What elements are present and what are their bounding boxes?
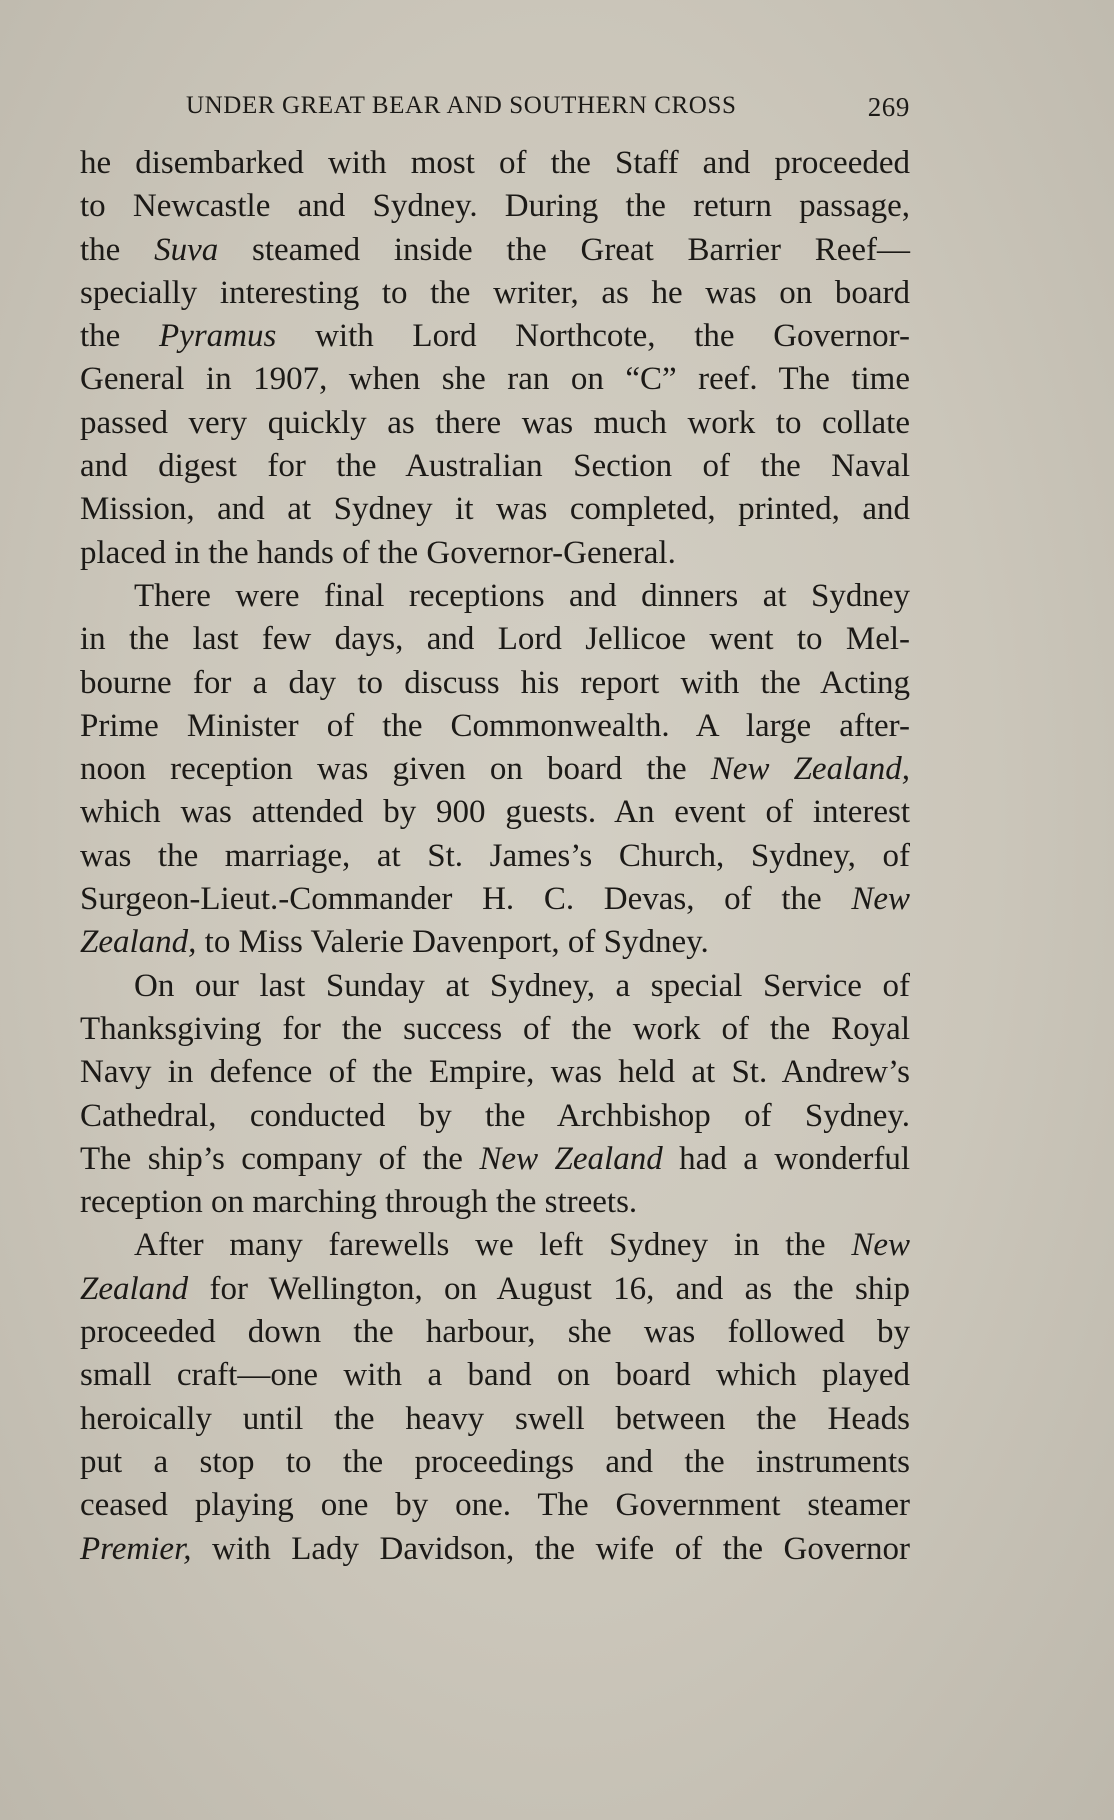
text-line xyxy=(80,705,910,748)
text-segment: to Newcastle and Sydney. During the return passage, xyxy=(80,188,910,225)
italic-text: New xyxy=(851,881,910,918)
text-line xyxy=(80,1484,910,1527)
page-number: 269 xyxy=(867,92,910,122)
text-line xyxy=(80,618,910,661)
text-line xyxy=(80,921,910,964)
text-line xyxy=(80,1138,910,1181)
italic-text: New Zealand, xyxy=(710,751,910,788)
text-segment: Prime Minister of the Commonwealth. A large after- xyxy=(80,707,910,744)
italic-text: Premier, xyxy=(80,1530,192,1567)
text-segment: and digest for the Australian Section of the Naval xyxy=(80,448,910,485)
italic-text: Pyramus xyxy=(159,318,277,355)
text-line xyxy=(80,662,910,705)
text-segment: heroically until the heavy swell between the Heads xyxy=(80,1400,910,1437)
text-segment: for Wellington, on August 16, and as the ship xyxy=(188,1270,910,1307)
text-line xyxy=(80,1268,910,1311)
italic-text: New Zealand xyxy=(479,1140,663,1177)
text-segment: noon reception was given on board the xyxy=(80,751,711,788)
text-line xyxy=(80,575,910,618)
text-segment: with Lord Northcote, the Governor- xyxy=(276,318,910,355)
text-segment: ceased playing one by one. The Government steamer xyxy=(80,1487,910,1524)
text-segment: put a stop to the proceedings and the instruments xyxy=(80,1443,910,1480)
text-line xyxy=(80,1224,910,1267)
text-segment: specially interesting to the writer, as he was on board xyxy=(80,274,910,311)
text-segment: General in 1907, when she ran on “C” reef. The time xyxy=(80,361,910,398)
text-line xyxy=(80,1311,910,1354)
text-segment: The ship’s company of the xyxy=(80,1140,480,1177)
text-segment: Surgeon-Lieut.-Commander H. C. Devas, of the xyxy=(80,881,852,918)
italic-text: New xyxy=(851,1227,910,1264)
text-segment: Mission, and at Sydney it was completed, printed, and xyxy=(80,491,910,528)
text-segment: to Miss Valerie Davenport, of Sydney. xyxy=(196,924,709,961)
text-line xyxy=(80,229,910,272)
text-segment: he disembarked with most of the Staff and proceeded xyxy=(80,145,910,181)
text-segment: Cathedral, conducted by the Archbishop of Sydney. xyxy=(80,1097,910,1134)
text-segment: On our last Sunday at Sydney, a special Service of xyxy=(134,967,910,1004)
text-line xyxy=(80,1528,910,1571)
text-line xyxy=(80,1398,910,1441)
text-segment: bourne for a day to discuss his report with the Acting xyxy=(80,664,910,701)
text-line xyxy=(80,791,910,834)
text-segment: Navy in defence of the Empire, was held at St. Andrew’s xyxy=(80,1054,910,1091)
running-head xyxy=(80,92,910,124)
text-segment: steamed inside the Great Barrier Reef— xyxy=(218,231,911,268)
text-segment: passed very quickly as there was much work to collate xyxy=(80,404,910,441)
text-line xyxy=(80,1051,910,1094)
text-segment: the xyxy=(80,318,160,355)
running-head-title: UNDER GREAT BEAR AND SOUTHERN CROSS xyxy=(186,92,737,119)
italic-text: Zealand xyxy=(80,1270,189,1307)
text-segment: the xyxy=(80,231,155,268)
text-line xyxy=(80,1354,910,1397)
text-segment: had a wonderful xyxy=(662,1140,911,1177)
text-line xyxy=(80,965,910,1008)
text-segment: with Lady Davidson, the wife of the Governor xyxy=(191,1530,910,1567)
text-line xyxy=(80,445,910,488)
text-segment: reception on marching through the streets. xyxy=(80,1184,638,1221)
text-line xyxy=(80,1008,910,1051)
text-line xyxy=(80,532,910,575)
text-line xyxy=(80,748,910,791)
text-segment: proceeded down the harbour, she was followed by xyxy=(80,1314,910,1351)
text-line xyxy=(80,272,910,315)
text-line xyxy=(80,1441,910,1484)
text-segment: in the last few days, and Lord Jellicoe went to Mel- xyxy=(80,621,910,658)
text-line xyxy=(80,878,910,921)
text-segment: placed in the hands of the Governor-General. xyxy=(80,534,676,571)
italic-text: Suva xyxy=(154,231,219,268)
italic-text: Zealand, xyxy=(80,924,197,961)
text-segment: small craft—one with a band on board which played xyxy=(80,1357,910,1394)
text-line xyxy=(80,142,910,185)
text-segment: After many farewells we left Sydney in the xyxy=(134,1227,852,1264)
text-line xyxy=(80,402,910,445)
text-segment: There were final receptions and dinners at Sydney xyxy=(134,577,910,614)
text-segment: was the marriage, at St. James’s Church, Sydney, of xyxy=(80,837,910,874)
text-line xyxy=(80,185,910,228)
text-line xyxy=(80,358,910,401)
text-line xyxy=(80,488,910,531)
text-segment: which was attended by 900 guests. An event of interest xyxy=(80,794,910,831)
text-line xyxy=(80,315,910,358)
text-line xyxy=(80,1095,910,1138)
text-line xyxy=(80,835,910,878)
text-segment: Thanksgiving for the success of the work of the Royal xyxy=(80,1010,910,1047)
body-text xyxy=(80,142,910,1571)
text-line xyxy=(80,1181,910,1224)
